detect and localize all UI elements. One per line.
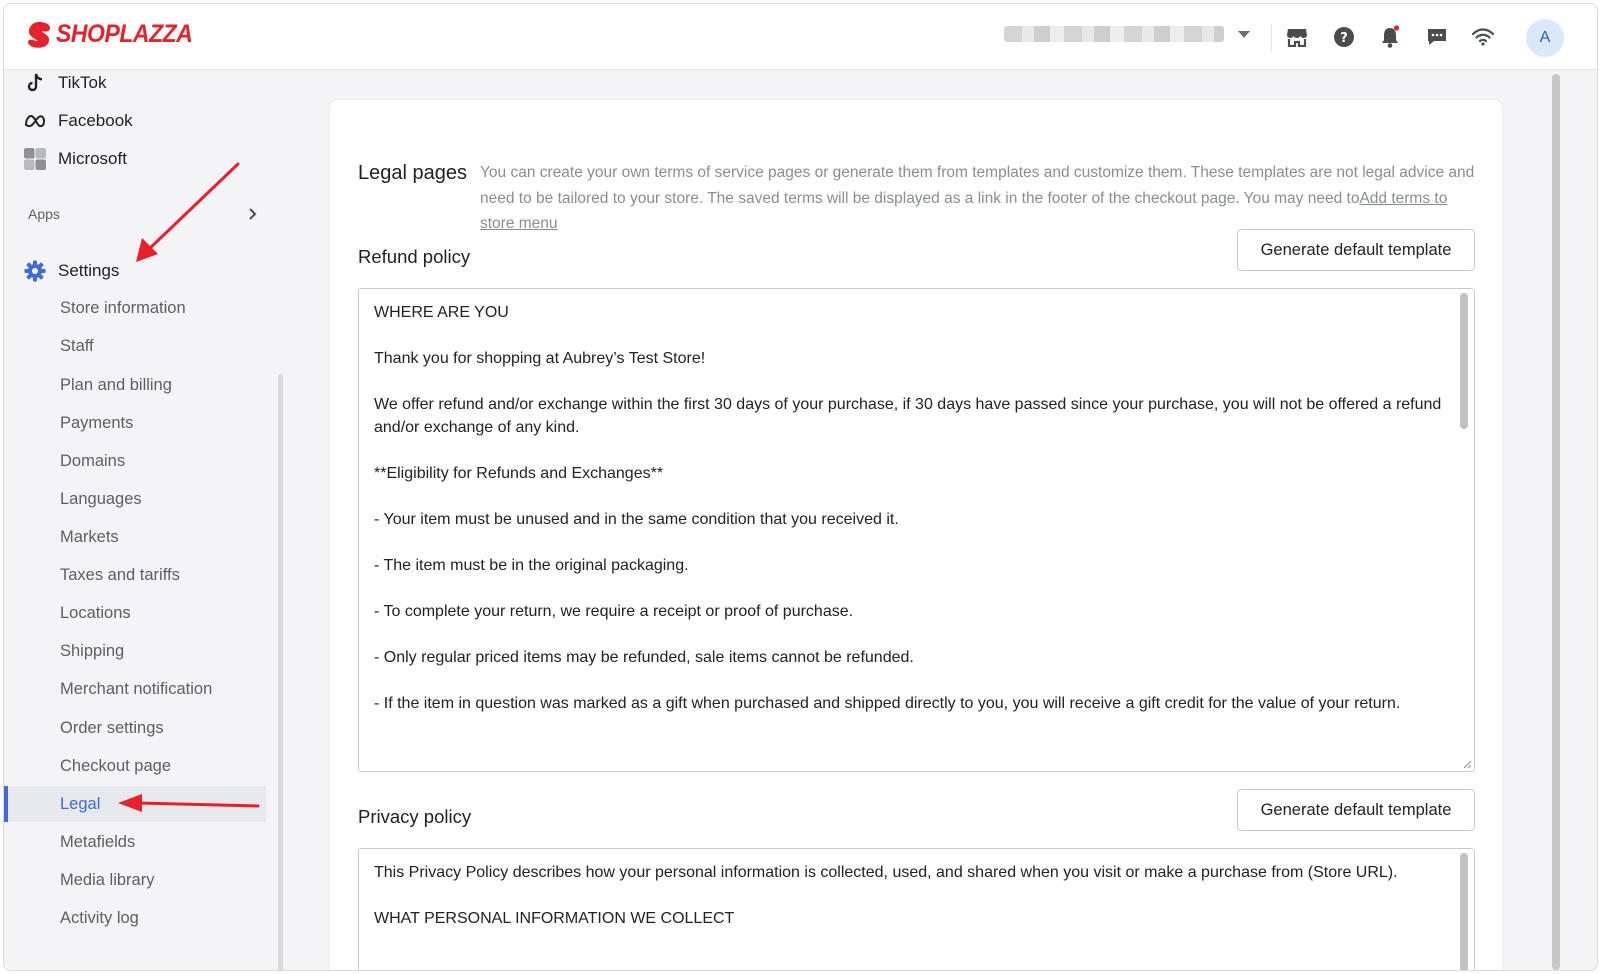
microsoft-icon: [24, 148, 46, 170]
sidebar-item-store-information[interactable]: Store information: [60, 299, 186, 317]
sidebar-item-label: Settings: [58, 261, 120, 280]
sidebar-item-taxes-and-tariffs[interactable]: Taxes and tariffs: [60, 566, 180, 584]
apps-label: Apps: [28, 206, 60, 222]
shoplazza-logo-icon: [26, 21, 52, 49]
sidebar-item-label: Facebook: [58, 111, 133, 130]
privacy-policy-text: This Privacy Policy describes how your personal information is collected, used, and shared when you visit or make a purchase from (Store URL). WHAT PERSONAL INFORMATION WE COLLECT: [374, 864, 1398, 927]
refund-policy-textarea[interactable]: [358, 288, 1475, 772]
annotation-arrow-icon: [112, 792, 262, 816]
chevron-down-icon: [1238, 31, 1250, 38]
page-title: Legal pages: [358, 162, 467, 184]
storefront-icon[interactable]: [1284, 24, 1310, 50]
sidebar-item-metafields[interactable]: Metafields: [60, 833, 136, 851]
store-selector[interactable]: [1004, 26, 1250, 42]
sidebar-item-facebook[interactable]: [24, 110, 133, 132]
sidebar-item-payments[interactable]: Payments: [60, 414, 134, 432]
generate-privacy-template-button[interactable]: Generate default template: [1237, 789, 1475, 831]
active-item-indicator: [4, 786, 8, 822]
sidebar-item-checkout-page[interactable]: Checkout page: [60, 757, 171, 775]
refund-policy-title: Refund policy: [358, 246, 471, 267]
user-avatar[interactable]: A: [1526, 19, 1564, 57]
sidebar-item-markets[interactable]: Markets: [60, 528, 119, 546]
sidebar-item-locations[interactable]: Locations: [60, 604, 131, 622]
sidebar: [4, 70, 280, 971]
main-scrollbar[interactable]: [1552, 74, 1560, 970]
sidebar-item-settings[interactable]: [24, 260, 119, 282]
textarea-scrollbar[interactable]: [1460, 853, 1468, 971]
notification-bell-icon[interactable]: [1377, 24, 1403, 50]
sidebar-item-order-settings[interactable]: Order settings: [60, 719, 164, 737]
generate-refund-template-button[interactable]: Generate default template: [1237, 229, 1475, 271]
main-content: [280, 70, 1546, 971]
sidebar-item-plan-and-billing[interactable]: Plan and billing: [60, 376, 172, 394]
gear-icon: [24, 260, 46, 282]
sidebar-item-microsoft[interactable]: [24, 148, 127, 170]
legal-pages-card: [330, 100, 1502, 971]
shoplazza-logo[interactable]: [26, 20, 204, 49]
sidebar-item-domains[interactable]: Domains: [60, 452, 126, 470]
resize-handle-icon[interactable]: [1462, 759, 1472, 769]
refund-policy-text: WHERE ARE YOU Thank you for shopping at Aubrey’s Test Store! We offer refund and/or exchange within the first 30 days of your purchase, if 30 days have passed since your purchase, you will not be offered a refund and/or exchange of any kind. **Eligibility for Refunds and Exchanges** - Your item must be unused and in the same condition that you received it. - The item must be in the original packaging. - To complete your return, we require a receipt or proof of purchase. - Only regular priced items may be refunded, sale items cannot be refunded. - If the item in question was marked as a gift when purchased and shipped directly to you, you will receive a gift credit for the value of your return.: [374, 304, 1442, 712]
top-bar: [4, 4, 1597, 70]
sidebar-item-label: TikTok: [58, 73, 107, 92]
sidebar-item-activity-log[interactable]: Activity log: [60, 909, 139, 927]
sidebar-item-label: Microsoft: [58, 149, 127, 168]
store-name-redacted: [1004, 26, 1224, 42]
sidebar-item-shipping[interactable]: Shipping: [60, 642, 125, 660]
annotation-arrow-icon: [124, 156, 248, 266]
header-divider: [1271, 24, 1272, 52]
brand-name: SHOPLAZZA: [56, 20, 193, 48]
page-description: You can create your own terms of service pages or generate them from templates and customize them. These templates are not legal advice and need to be tailored to your store. The saved terms will be displayed as a link in the footer of the checkout page. You may need toAdd terms to store menu: [480, 164, 1475, 232]
chevron-right-icon: [248, 207, 258, 221]
privacy-policy-title: Privacy policy: [358, 806, 472, 827]
meta-icon: [24, 110, 46, 132]
chat-icon[interactable]: [1424, 24, 1450, 50]
help-icon[interactable]: [1331, 24, 1357, 50]
wifi-icon[interactable]: [1470, 24, 1496, 50]
privacy-policy-textarea[interactable]: [358, 848, 1475, 971]
sidebar-item-languages[interactable]: Languages: [60, 490, 142, 508]
tiktok-icon: [24, 72, 46, 94]
sidebar-item-legal[interactable]: Legal: [60, 795, 101, 813]
sidebar-item-merchant-notification[interactable]: Merchant notification: [60, 680, 213, 698]
app-window: [3, 3, 1598, 971]
sidebar-item-staff[interactable]: Staff: [60, 337, 94, 355]
sidebar-item-media-library[interactable]: Media library: [60, 871, 155, 889]
add-terms-link[interactable]: Add terms to store menu: [480, 189, 1448, 232]
sidebar-item-tiktok[interactable]: [24, 72, 107, 94]
textarea-scrollbar[interactable]: [1460, 293, 1468, 429]
svg-text:?: ?: [1340, 31, 1348, 46]
